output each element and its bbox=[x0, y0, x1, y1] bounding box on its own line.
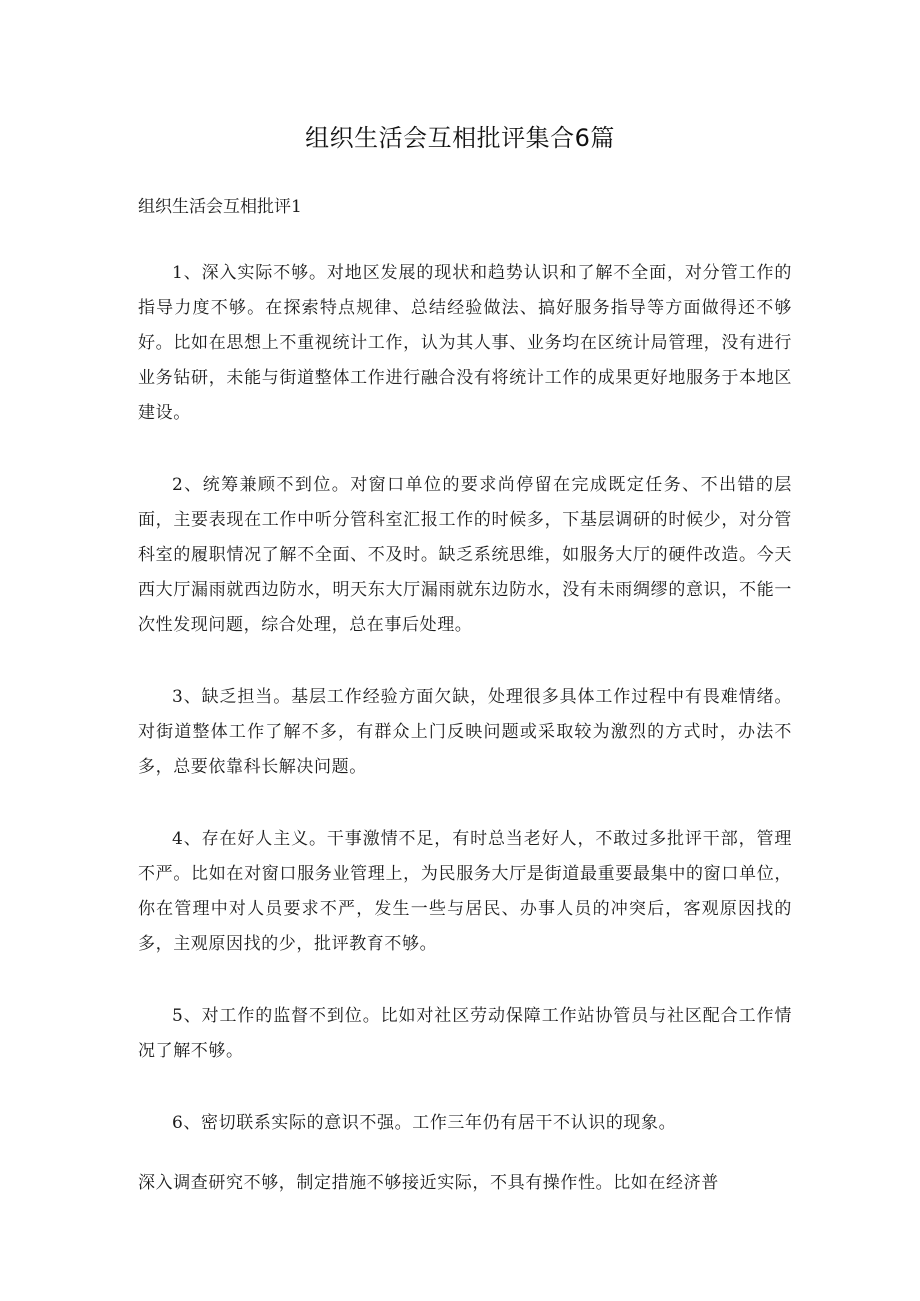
paragraph-3: 3、缺乏担当。基层工作经验方面欠缺，处理很多具体工作过程中有畏难情绪。对街道整体工作了解不多，有群众上门反映问题或采取较为激烈的方式时，办法不多，总要依靠科长解决问题。 bbox=[138, 687, 792, 777]
paragraph-5: 5、对工作的监督不到位。比如对社区劳动保障工作站协管员与社区配合工作情况了解不够。 bbox=[138, 1006, 792, 1061]
paragraph-1: 1、深入实际不够。对地区发展的现状和趋势认识和了解不全面，对分管工作的指导力度不够。在探索特点规律、总结经验做法、搞好服务指导等方面做得还不够好。比如在思想上不重视统计工作，认为其人事、业务均在区统计局管理，没有进行业务钻研，未能与街道整体工作进行融合没有将统计工作的成果更好地服务于本地区建设。 bbox=[138, 263, 792, 423]
paragraph-2: 2、统筹兼顾不到位。对窗口单位的要求尚停留在完成既定任务、不出错的层面，主要表现在工作中听分管科室汇报工作的时候多，下基层调研的时候少，对分管科室的履职情况了解不全面、不及时。缺乏系统思维，如服务大厅的硬件改造。今天西大厅漏雨就西边防水，明天东大厅漏雨就东边防水，没有未雨绸缪的意识，不能一次性发现问题，综合处理，总在事后处理。 bbox=[138, 475, 792, 635]
paragraph-6: 6、密切联系实际的意识不强。工作三年仍有居干不认识的现象。 bbox=[172, 1113, 677, 1133]
document-title: 组织生活会互相批评集合6篇 bbox=[305, 124, 615, 152]
paragraph-4: 4、存在好人主义。干事激情不足，有时总当老好人，不敢过多批评干部，管理不严。比如在对窗口服务业管理上，为民服务大厅是街道最重要最集中的窗口单位，你在管理中对人员要求不严，发生一些与居民、办事人员的冲突后，客观原因找的多，主观原因找的少，批评教育不够。 bbox=[138, 829, 792, 954]
paragraph-7: 深入调查研究不够，制定措施不够接近实际，不具有操作性。比如在经济普 bbox=[138, 1173, 719, 1193]
document-body bbox=[138, 256, 792, 1238]
section-heading: 组织生活会互相批评1 bbox=[138, 197, 302, 217]
